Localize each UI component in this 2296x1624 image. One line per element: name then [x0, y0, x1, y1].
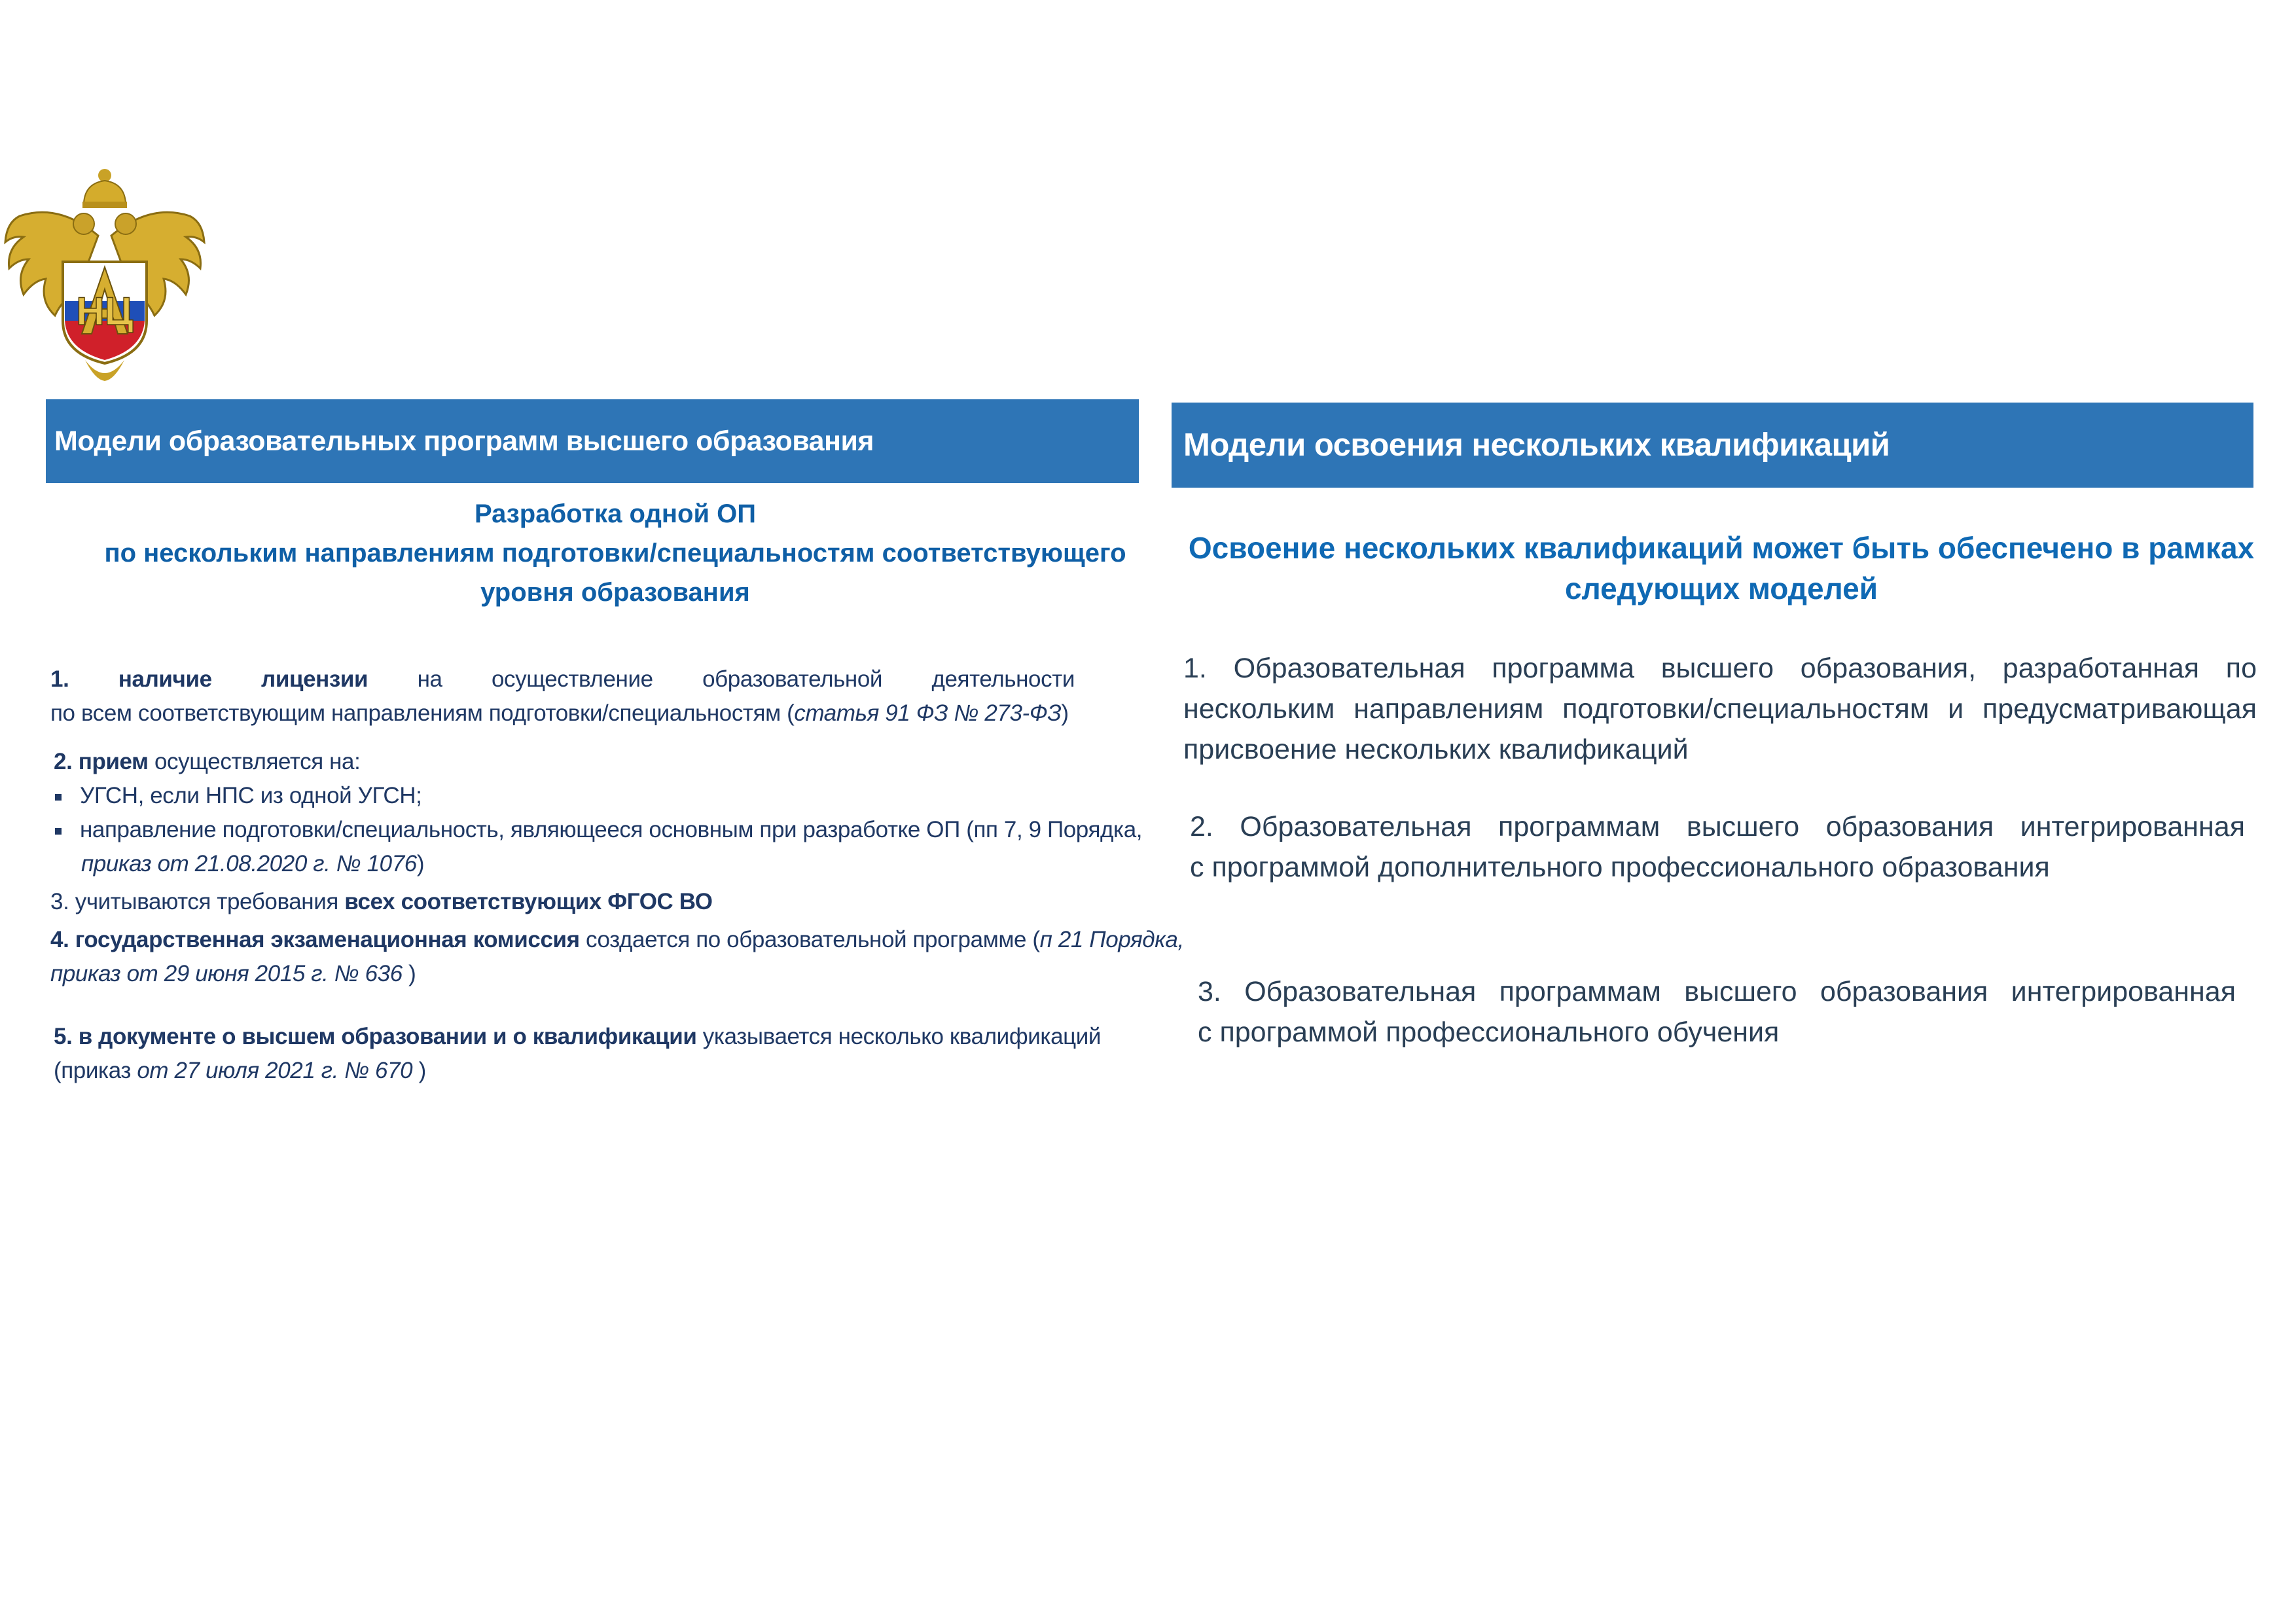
item-4-line-2: приказ от 29 июня 2015 г. № 636 )	[50, 961, 416, 986]
item-5-line-1: 5. в документе о высшем образовании и о квалификации указывается несколько квалификаций	[54, 1024, 1102, 1049]
model-3-line-1: 3. Образовательная программам высшего образования интегрированная	[1198, 976, 2236, 1007]
item-4-line-1: 4. государственная экзаменационная комиссия создается по образовательной программе (п 21 Порядка,	[50, 927, 1184, 952]
left-panel-header: Модели образовательных программ высшего образования	[46, 399, 1139, 483]
item-3: 3. учитываются требования всех соответствующих ФГОС ВО	[50, 889, 713, 914]
left-title-line-2: по нескольким направлениям подготовки/специальностям соответствующего	[104, 539, 1126, 568]
model-3	[1198, 971, 2236, 1053]
svg-text:НЦ: НЦ	[76, 289, 134, 333]
model-2	[1190, 806, 2245, 888]
model-2-line-1: 2. Образовательная программам высшего образования интегрированная	[1190, 811, 2245, 842]
item-1-line-2: по всем соответствующим направлениям подготовки/специальностям (статья 91 ФЗ № 273-ФЗ)	[50, 700, 1069, 726]
right-panel-header: Модели освоения нескольких квалификаций	[1172, 403, 2253, 488]
left-panel-title	[46, 494, 1185, 612]
right-panel-title	[1172, 528, 2271, 609]
right-title-line-1: Освоение нескольких квалификаций может быть обеспечено в рамках	[1188, 531, 2255, 565]
left-title-line-1: Разработка одной ОП	[474, 499, 757, 528]
right-title-line-2: следующих моделей	[1564, 571, 1878, 605]
left-title-line-3: уровня образования	[480, 578, 750, 607]
model-1	[1183, 648, 2257, 770]
model-2-line-2: с программой дополнительного профессионального образования	[1190, 852, 2050, 883]
item-1-line-1: 1. наличие лицензии на осуществление образовательной деятельности	[50, 666, 1075, 692]
item-2-bullet-1: УГСН, если НПС из одной УГСН;	[55, 779, 422, 813]
emblem-logo-icon	[0, 164, 209, 386]
model-1-line-2: нескольким направлениям подготовки/специальностям и предусматривающая	[1183, 693, 2257, 725]
item-2-bullet-2-cont: приказ от 21.08.2020 г. № 1076)	[81, 851, 425, 876]
bullet-square-icon	[55, 828, 62, 835]
bullet-square-icon	[55, 794, 62, 801]
crown-icon	[82, 169, 127, 208]
item-5-line-2: (приказ от 27 июля 2021 г. № 670 )	[54, 1058, 426, 1083]
model-1-line-3: присвоение нескольких квалификаций	[1183, 734, 1689, 765]
item-2-heading: 2. прием осуществляется на:	[54, 749, 361, 774]
shield-icon	[63, 262, 147, 363]
model-1-line-1: 1. Образовательная программа высшего образования, разработанная по	[1183, 653, 2257, 684]
model-3-line-2: с программой профессионального обучения	[1198, 1017, 1780, 1048]
item-2-bullet-2: направление подготовки/специальность, являющееся основным при разработке ОП (пп 7, 9 Порядка,	[55, 813, 1142, 847]
